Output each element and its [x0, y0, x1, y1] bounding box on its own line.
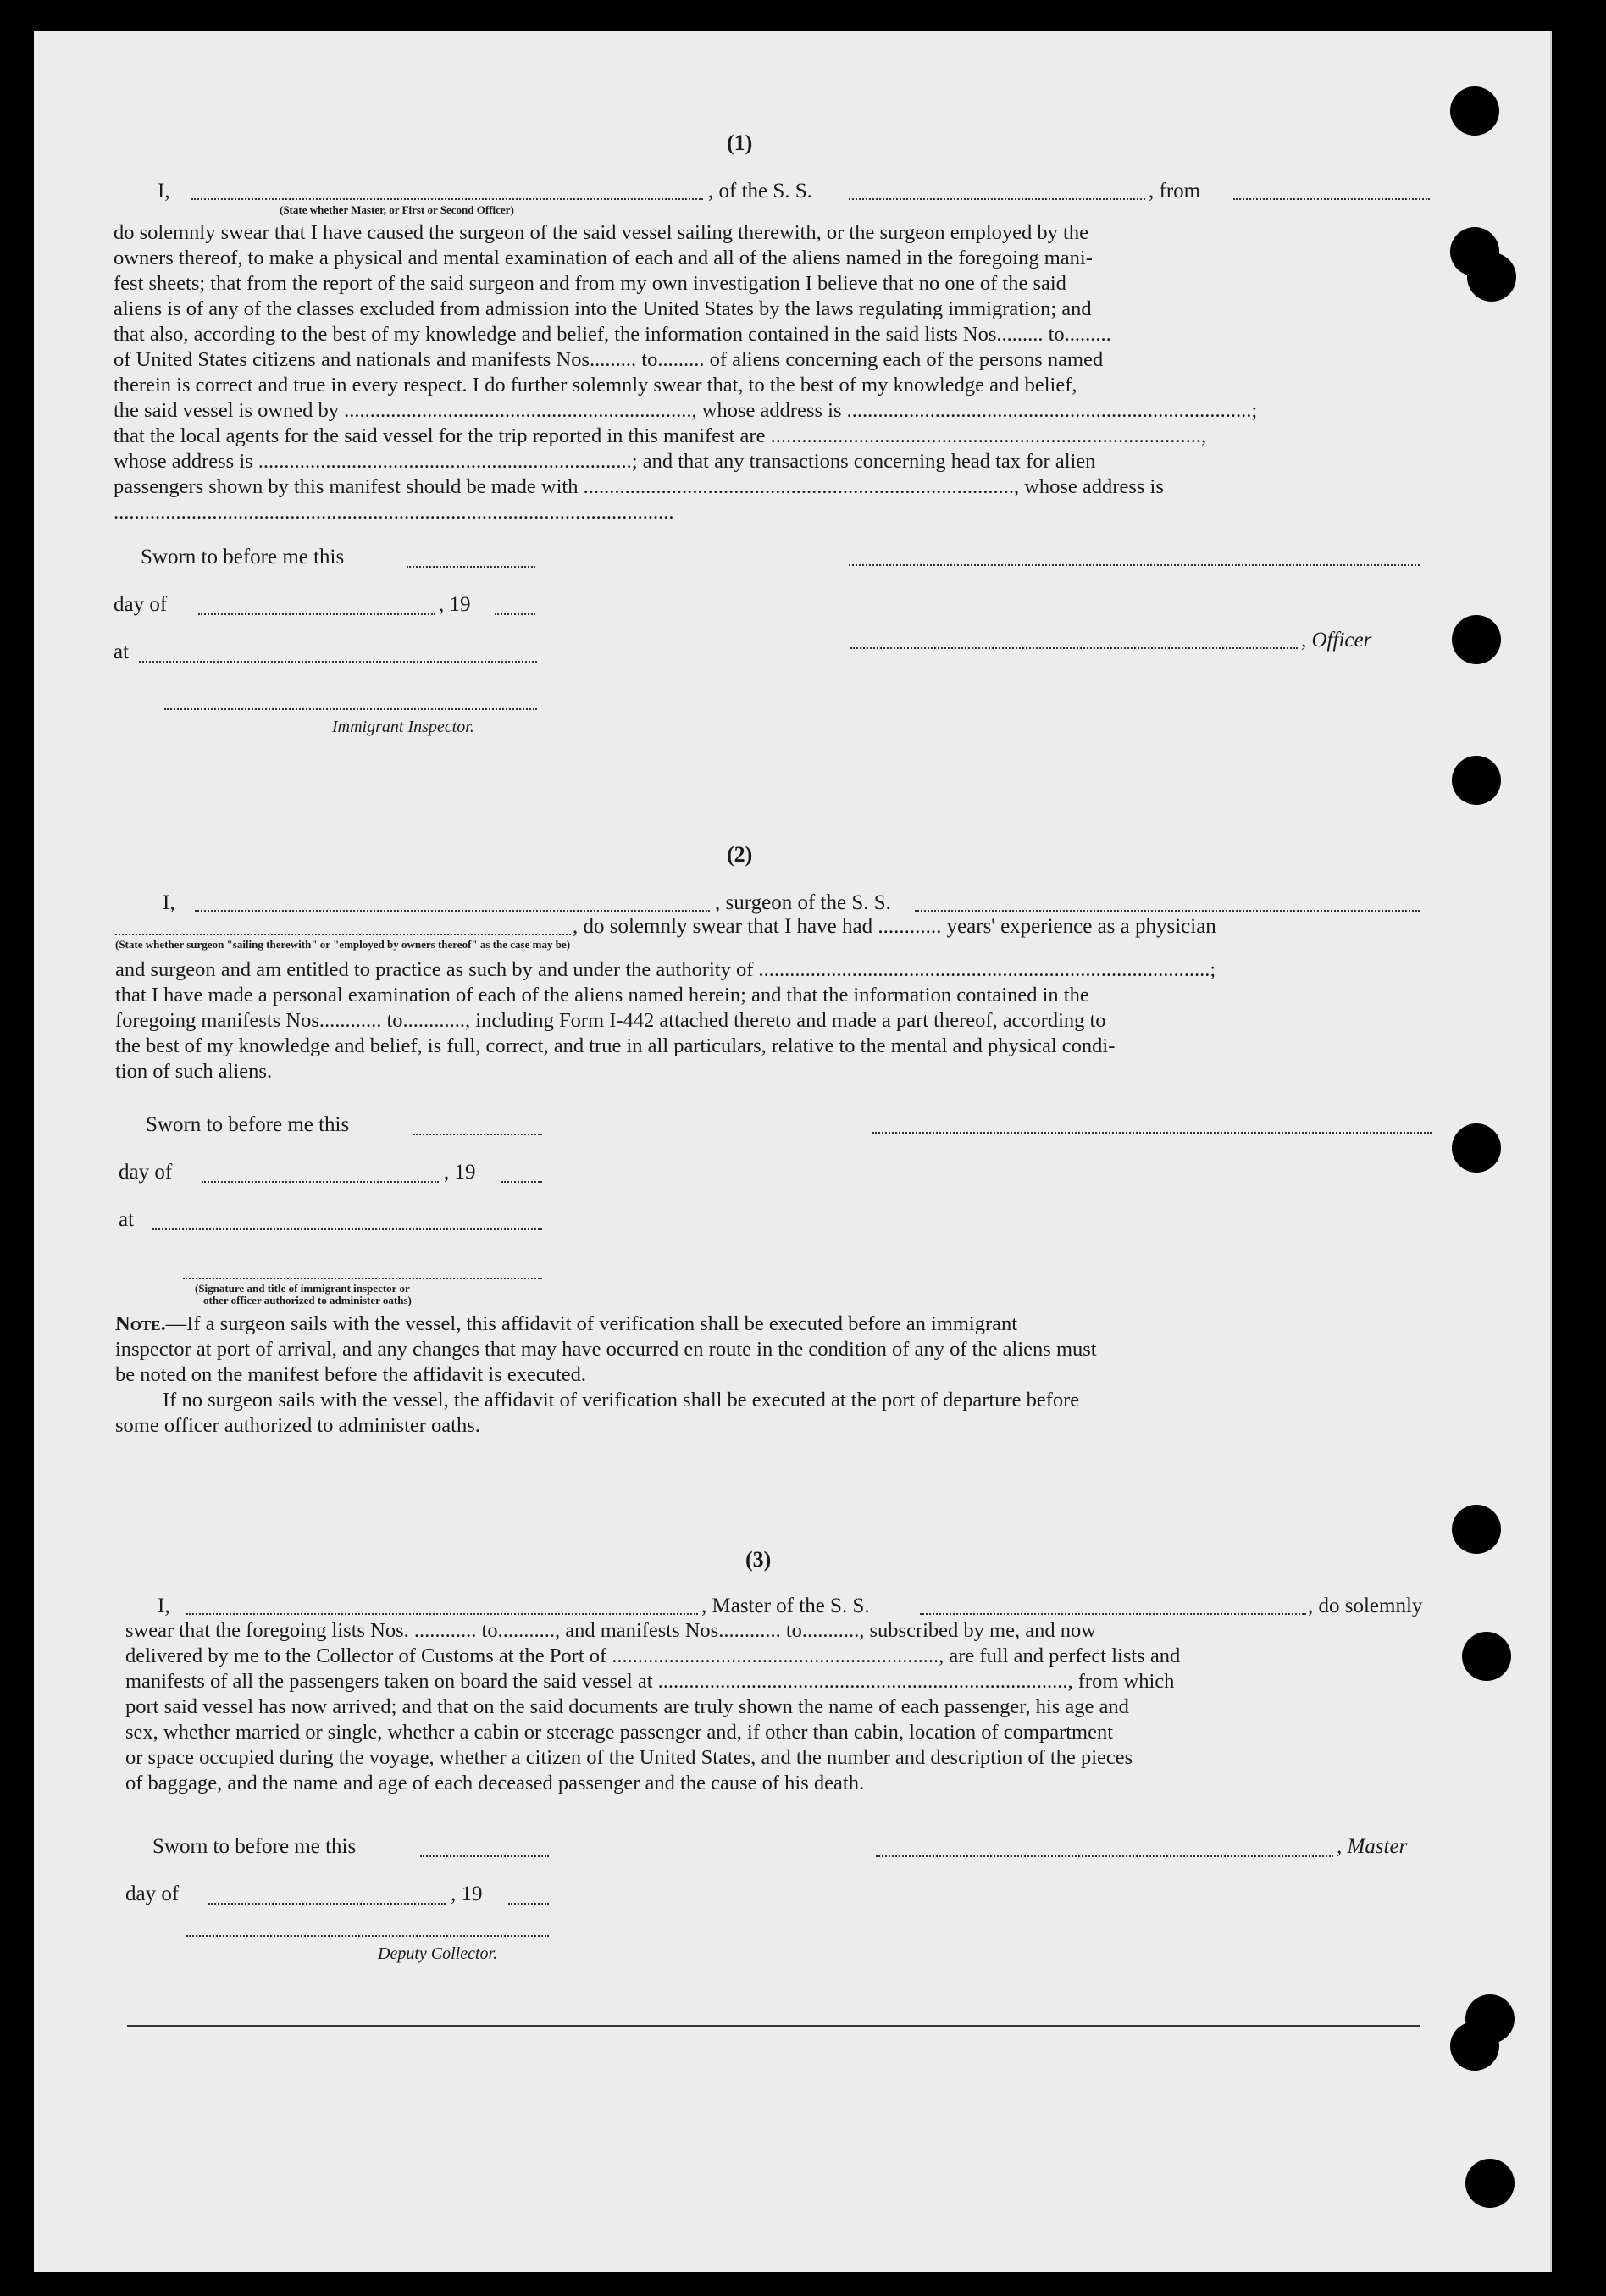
- s2-caption: (State whether surgeon "sailing therewith" or "employed by owners thereof" as the case may be): [115, 938, 571, 951]
- s2-sworn-day-field[interactable]: [413, 1134, 542, 1135]
- s1-month-field[interactable]: [198, 613, 435, 615]
- s3-year-field[interactable]: [508, 1903, 549, 1905]
- s3-ship-name-field[interactable]: [920, 1613, 1306, 1615]
- punch-hole: [1452, 615, 1501, 664]
- s2-at-label: at: [119, 1208, 135, 1231]
- s1-body-line: owners thereof, to make a physical and mental examination of each and all of the aliens named in the foregoing mani-: [114, 247, 1093, 269]
- note-line: If no surgeon sails with the vessel, the affidavit of verification shall be executed at the port of departure before: [163, 1389, 1080, 1411]
- s3-master-name-field[interactable]: [186, 1613, 698, 1615]
- collector-signature-field[interactable]: [186, 1935, 549, 1937]
- s1-body-line: ............................................................................................................: [114, 501, 674, 524]
- officer-signature-field[interactable]: [849, 564, 1420, 566]
- s2-surgeon-label: , surgeon of the S. S.: [715, 891, 891, 914]
- s3-body-line: swear that the foregoing lists Nos. ............ to..........., and manifests Nos............ to..........., subscribed by me, and now: [125, 1619, 1096, 1642]
- punch-hole: [1467, 252, 1516, 302]
- s3-body: [125, 1618, 1447, 1796]
- note-line: some officer authorized to administer oaths.: [115, 1414, 480, 1437]
- s2-day-of-label: day of: [119, 1161, 173, 1184]
- s2-swear-label: , do solemnly swear that I have had ............ years' experience as a physician: [573, 915, 1216, 938]
- s1-body-line: do solemnly swear that I have caused the surgeon of the said vessel sailing therewith, or the surgeon employed by the: [114, 221, 1088, 244]
- s1-body-line: the said vessel is owned by ..................................................................., whose address is ..............................................................................;: [114, 399, 1258, 422]
- s2-body: [115, 957, 1437, 1084]
- punch-hole: [1462, 1632, 1511, 1681]
- s3-year-label: , 19: [451, 1883, 483, 1905]
- s2-year-label: , 19: [444, 1161, 476, 1184]
- surgeon-signature-field[interactable]: [872, 1132, 1432, 1134]
- s2-month-field[interactable]: [202, 1181, 439, 1183]
- manifest-page: [34, 31, 1552, 2272]
- s1-caption: (State whether Master, or First or Second Officer): [280, 203, 514, 216]
- note-line: —If a surgeon sails with the vessel, this affidavit of verification shall be executed before an immigrant: [165, 1312, 1018, 1335]
- s3-body-line: of baggage, and the name and age of each deceased passenger and the cause of his death.: [125, 1772, 865, 1794]
- section-3-number: (3): [745, 1547, 772, 1572]
- s1-sworn-label: Sworn to before me this: [141, 546, 345, 568]
- s1-officer-label: , Officer: [1301, 629, 1372, 652]
- s2-i-label: I,: [163, 891, 175, 914]
- s1-year-field[interactable]: [495, 613, 535, 615]
- s1-body: [114, 220, 1435, 525]
- s1-year-label: , 19: [439, 593, 471, 616]
- s3-body-line: sex, whether married or single, whether a cabin or steerage passenger and, if other than cabin, location of compartment: [125, 1721, 1114, 1744]
- s1-of-label: , of the S. S.: [708, 180, 812, 202]
- s3-master-sig-label: , Master: [1337, 1835, 1408, 1858]
- bottom-rule: [127, 2025, 1420, 2027]
- s2-body-line: and surgeon and am entitled to practice as such by and under the authority of .......................................................................................;: [115, 958, 1216, 981]
- s2-body-line: the best of my knowledge and belief, is full, correct, and true in all particulars, relative to the mental and physical condi-: [115, 1034, 1116, 1057]
- s1-place-field[interactable]: [139, 661, 537, 663]
- s2-body-line: that I have made a personal examination of each of the aliens named herein; and that the information contained in the: [115, 984, 1089, 1007]
- punch-hole: [1450, 86, 1499, 136]
- master-name-field[interactable]: [191, 198, 703, 200]
- s1-body-line: aliens is of any of the classes excluded from admission into the United States by the laws regulating immigration; and: [114, 297, 1092, 320]
- s2-place-field[interactable]: [152, 1228, 542, 1230]
- section-2-number: (2): [727, 842, 753, 867]
- from-port-field[interactable]: [1233, 198, 1430, 200]
- s1-body-line: of United States citizens and nationals and manifests Nos......... to......... of aliens concerning each of the persons named: [114, 348, 1104, 371]
- s1-at-label: at: [114, 641, 130, 663]
- s2-note: [115, 1312, 1437, 1439]
- s2-sig-caption-1: (Signature and title of immigrant inspector or: [195, 1282, 410, 1295]
- ship-name-field[interactable]: [849, 198, 1145, 200]
- s1-body-line: therein is correct and true in every respect. I do further solemnly swear that, to the best of my knowledge and belief,: [114, 374, 1077, 397]
- s1-body-line: whose address is ........................................................................; and that any transactions concerning head tax for alien: [114, 450, 1096, 473]
- s3-sworn-label: Sworn to before me this: [152, 1835, 357, 1858]
- s2-body-line: tion of such aliens.: [115, 1060, 273, 1083]
- s3-swear-label: , do solemnly: [1308, 1594, 1423, 1617]
- s1-from-label: , from: [1149, 180, 1201, 202]
- s1-day-of-label: day of: [114, 593, 168, 616]
- s3-body-line: or space occupied during the voyage, whether a citizen of the United States, and the number and description of the pieces: [125, 1746, 1133, 1769]
- note-label: Note.: [115, 1312, 166, 1335]
- s1-body-line: that also, according to the best of my knowledge and belief, the information contained in the said lists Nos......... to.........: [114, 323, 1111, 346]
- section-1-number: (1): [727, 130, 753, 155]
- s3-collector-label: Deputy Collector.: [378, 1944, 498, 1963]
- s1-i-label: I,: [158, 180, 170, 202]
- s3-i-label: I,: [158, 1594, 170, 1617]
- s1-body-line: passengers shown by this manifest should be made with ..................................................................................., whose address is: [114, 475, 1164, 498]
- s3-month-field[interactable]: [208, 1903, 446, 1905]
- officer-title-field[interactable]: [850, 647, 1298, 649]
- note-line: be noted on the manifest before the affidavit is executed.: [115, 1363, 587, 1386]
- s1-body-line: that the local agents for the said vessel for the trip reported in this manifest are ...................................................................................,: [114, 424, 1207, 447]
- master-signature-field[interactable]: [876, 1855, 1333, 1857]
- surgeon-name-field[interactable]: [195, 910, 710, 912]
- s3-body-line: port said vessel has now arrived; and that on the said documents are truly shown the name of each passenger, his age and: [125, 1695, 1129, 1718]
- s3-day-of-label: day of: [125, 1883, 180, 1905]
- s3-body-line: delivered by me to the Collector of Customs at the Port of ..............................................................., are full and perfect lists and: [125, 1644, 1181, 1667]
- s2-ship-name-field[interactable]: [915, 910, 1420, 912]
- s1-body-line: fest sheets; that from the report of the said surgeon and from my own investigation I believe that no one of the said: [114, 272, 1066, 295]
- punch-hole: [1465, 2159, 1515, 2208]
- punch-hole: [1450, 2021, 1499, 2071]
- punch-hole: [1452, 756, 1501, 805]
- inspector-signature-field[interactable]: [164, 708, 537, 710]
- s3-master-label: , Master of the S. S.: [701, 1594, 870, 1617]
- punch-hole: [1452, 1505, 1501, 1554]
- s3-sworn-day-field[interactable]: [420, 1855, 549, 1857]
- s2-sworn-label: Sworn to before me this: [146, 1113, 350, 1136]
- s1-inspector-label: Immigrant Inspector.: [332, 718, 474, 736]
- s2-body-line: foregoing manifests Nos............ to............, including Form I-442 attached thereto and made a part thereof, according to: [115, 1009, 1106, 1032]
- s2-inspector-signature-field[interactable]: [183, 1278, 542, 1279]
- s2-year-field[interactable]: [501, 1181, 542, 1183]
- s1-sworn-day-field[interactable]: [407, 566, 535, 568]
- s3-body-line: manifests of all the passengers taken on board the said vessel at ..............................................................................., from which: [125, 1670, 1175, 1693]
- note-line: inspector at port of arrival, and any changes that may have occurred en route in the condition of any of the aliens must: [115, 1338, 1097, 1361]
- punch-hole: [1452, 1123, 1501, 1173]
- s2-sig-caption-2: other officer authorized to administer oaths): [203, 1294, 412, 1306]
- surgeon-status-field[interactable]: [115, 934, 571, 935]
